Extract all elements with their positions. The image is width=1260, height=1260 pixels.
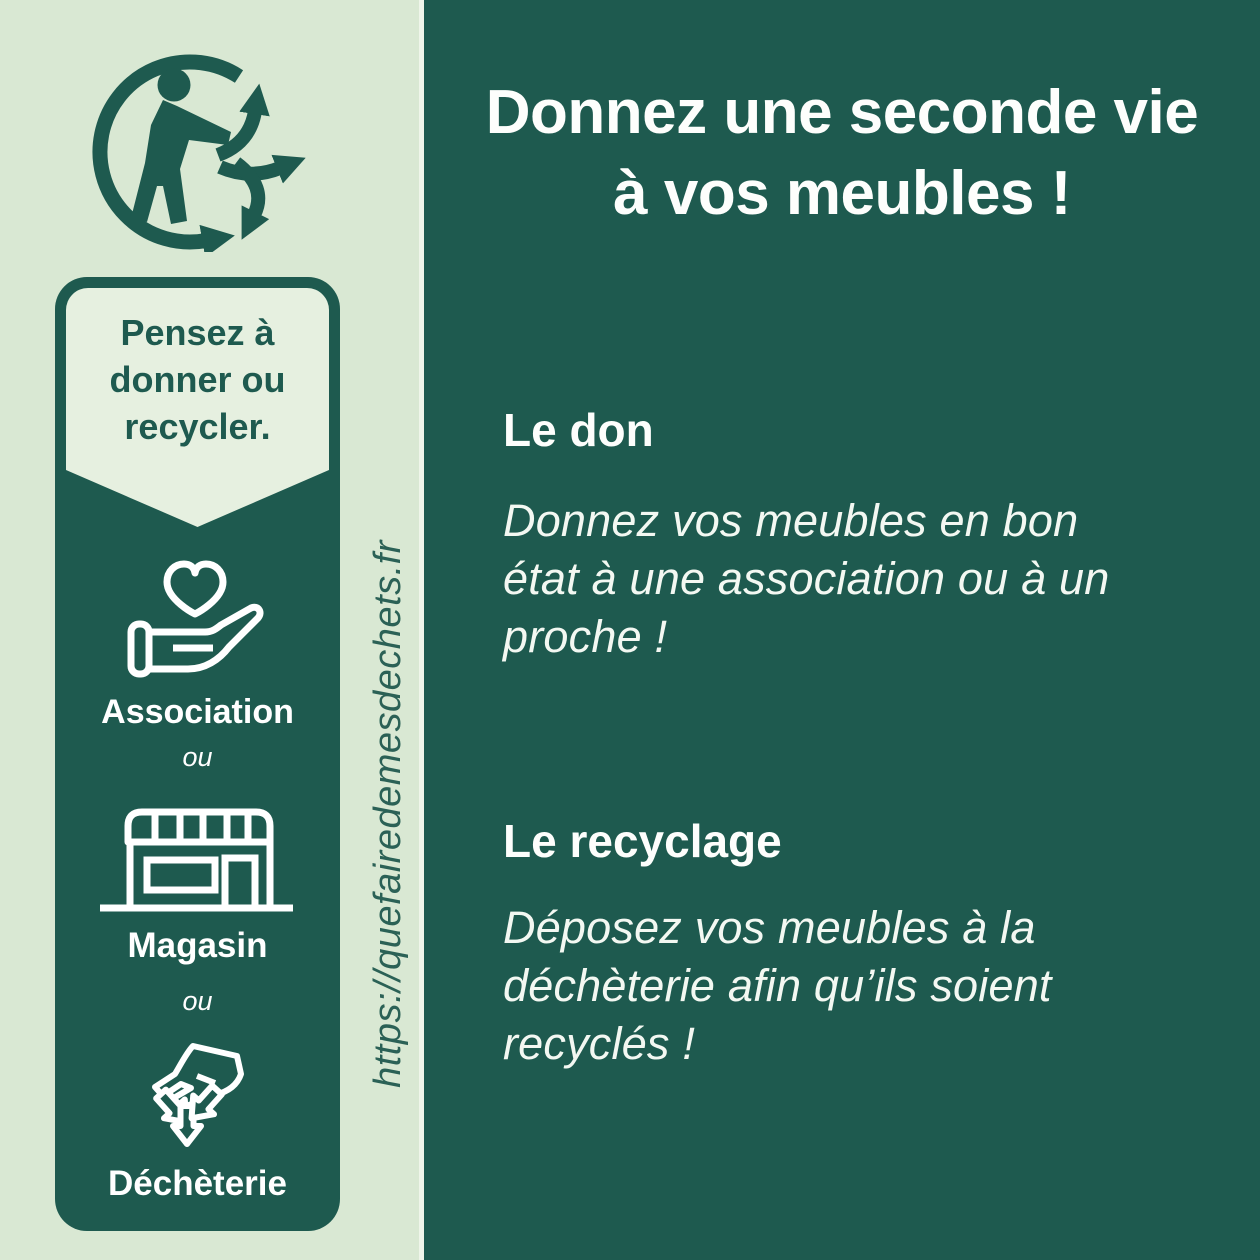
recyclage-heading: Le recyclage (503, 815, 782, 867)
separator-ou-2: ou (182, 986, 213, 1016)
don-body (503, 492, 1109, 666)
don-body-line-1: Donnez vos meubles en bon (503, 495, 1079, 546)
recyclage-body-line-2: déchèterie afin qu’ils soient (503, 960, 1052, 1011)
page-title (424, 72, 1260, 234)
don-body-line-2: état à une association ou à un (503, 553, 1110, 604)
title-line-2: à vos meubles ! (613, 159, 1071, 228)
hand-sorting-arrows-icon (125, 1040, 260, 1162)
title-line-1: Donnez une seconde vie (485, 78, 1199, 147)
left-panel (0, 0, 424, 1260)
banner-line-1: Pensez à (120, 312, 275, 353)
heart-in-hand-icon (115, 550, 280, 690)
recyclage-body-line-1: Déposez vos meubles à la (503, 902, 1036, 953)
separator-ou-1: ou (182, 742, 213, 772)
association-label: Association (101, 693, 294, 731)
ribbon-banner-chevron (66, 470, 329, 527)
don-body-line-3: proche ! (503, 611, 668, 662)
banner-text (55, 309, 340, 450)
banner-line-2: donner ou (109, 359, 286, 400)
banner-line-3: recycler. (124, 406, 271, 447)
triman-recycling-logo-icon (90, 47, 320, 252)
website-url[interactable]: https://quefairedemesdechets.fr (367, 540, 409, 1088)
recyclage-body-line-3: recyclés ! (503, 1018, 696, 1069)
magasin-label: Magasin (127, 926, 268, 965)
decheterie-label: Déchèterie (108, 1164, 287, 1203)
panel-divider (419, 0, 424, 1260)
storefront-icon (97, 805, 297, 915)
right-panel (424, 0, 1260, 1260)
donation-ribbon (55, 277, 340, 1231)
don-heading: Le don (503, 404, 654, 456)
recyclage-body (503, 899, 1052, 1073)
